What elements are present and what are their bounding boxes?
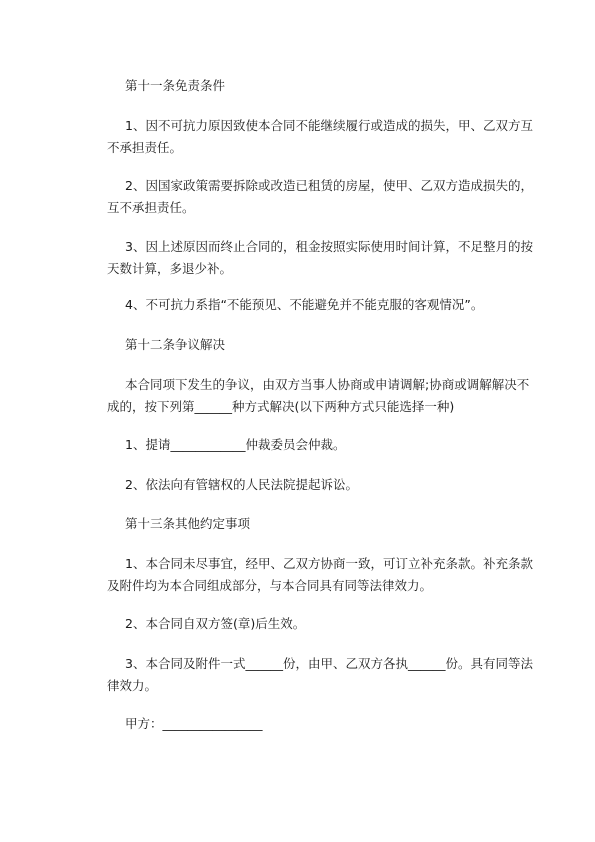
- text-line: 1、因不可抗力原因致使本合同不能继续履行或造成的损失，甲、乙双方互: [125, 118, 533, 133]
- text-line: 2、依法向有管辖权的人民法院提起诉讼。: [125, 477, 358, 492]
- section-heading-13: [107, 513, 541, 535]
- text-line: 天数计算，多退少补。: [107, 261, 233, 276]
- clause-11-3: [107, 236, 533, 280]
- text-line: 互不承担责任。: [107, 200, 195, 215]
- text-line: 3、因上述原因而终止合同的，租金按照实际使用时间计算，不足整月的按: [125, 239, 533, 254]
- clause-11-4: [107, 294, 523, 316]
- text-line: 1、本合同未尽事宜，经甲、乙双方协商一致，可订立补充条款。补充条款: [125, 556, 533, 571]
- clause-12-intro: [107, 374, 530, 418]
- text-line: 本合同项下发生的争议，由双方当事人协商或申请调解;协商或调解解决不: [125, 377, 530, 392]
- text-line: 4、不可抗力系指“不能预见、不能避免并不能克服的客观情况”。: [125, 297, 484, 312]
- clause-11-1: [107, 115, 533, 159]
- text-line: 甲方：________________: [125, 716, 263, 731]
- clause-13-3: [107, 653, 533, 697]
- clause-11-2: [107, 175, 533, 219]
- text-line: 第十三条其他约定事项: [125, 516, 251, 531]
- section-heading-12: [107, 334, 541, 356]
- clause-12-2: [107, 474, 523, 496]
- clause-13-1: [107, 553, 533, 597]
- text-line: 第十一条免责条件: [125, 78, 226, 93]
- text-line: 3、本合同及附件一式______份，由甲、乙双方各执______份。具有同等法: [125, 656, 533, 671]
- text-line: 不承担责任。: [107, 140, 183, 155]
- text-line: 成的，按下列第______种方式解决(以下两种方式只能选择一种): [107, 399, 455, 414]
- text-line: 及附件均为本合同组成部分，与本合同具有同等法律效力。: [107, 578, 433, 593]
- text-line: 2、因国家政策需要拆除或改造已租赁的房屋，使甲、乙双方造成损失的，: [125, 178, 533, 193]
- text-line: 第十二条争议解决: [125, 337, 226, 352]
- text-line: 2、本合同自双方签(章)后生效。: [125, 616, 306, 631]
- clause-13-2: [107, 613, 523, 635]
- clause-12-1: [107, 434, 523, 456]
- section-heading-11: [107, 75, 541, 97]
- text-line: 律效力。: [107, 678, 158, 693]
- text-line: 1、提请____________仲裁委员会仲裁。: [125, 437, 346, 452]
- signature-party-a: [107, 713, 523, 735]
